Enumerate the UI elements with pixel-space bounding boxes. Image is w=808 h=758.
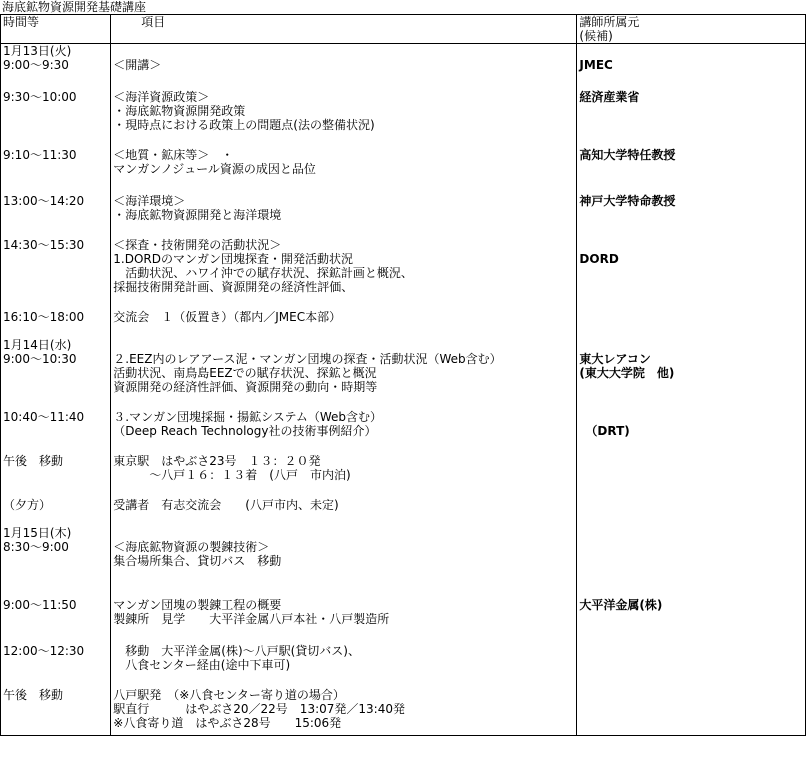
instructor-cell: JMEC	[577, 44, 806, 90]
time-cell: 1月14日(水) 9:00～10:30	[1, 338, 111, 410]
item-cell: 移動 大平洋金属(株)～八戸駅(貸切バス)、 八食センター経由(途中下車可)	[111, 644, 577, 688]
item-cell: マンガン団塊の製錬工程の概要 製錬所 見学 大平洋金属八戸本社・八戸製造所	[111, 598, 577, 644]
table-row	[1, 310, 806, 338]
header-time: 時間等	[1, 15, 111, 44]
instructor-cell: 神戸大学特命教授	[577, 194, 806, 238]
instructor-cell	[577, 454, 806, 498]
instructor-cell	[577, 688, 806, 736]
item-cell: 受講者 有志交流会 (八戸市内、未定)	[111, 498, 577, 526]
item-cell: ３.マンガン団塊採掘・揚鉱システム（Web含む） （Deep Reach Technology社の技術事例紹介）	[111, 410, 577, 454]
table-row	[1, 338, 806, 410]
instructor-cell	[577, 644, 806, 688]
table-row	[1, 194, 806, 238]
time-cell: （夕方）	[1, 498, 111, 526]
header-row	[1, 15, 806, 44]
item-cell: 八戸駅発 （※八食センター寄り道の場合） 駅直行 はやぶさ20／22号 13:07発／13:40発 ※八食寄り道 はやぶさ28号 15:06発	[111, 688, 577, 736]
time-cell: 12:00～12:30	[1, 644, 111, 688]
item-cell: ＜海底鉱物資源の製錬技術＞ 集合場所集合、貸切バス 移動	[111, 526, 577, 598]
table-row	[1, 238, 806, 310]
item-cell: ＜海洋環境＞ ・海底鉱物資源開発と海洋環境	[111, 194, 577, 238]
table-row	[1, 644, 806, 688]
time-cell: 9:10～11:30	[1, 148, 111, 194]
time-cell: 13:00～14:20	[1, 194, 111, 238]
item-cell: ＜開講＞	[111, 44, 577, 90]
schedule-table	[0, 14, 806, 736]
time-cell: 午後 移動	[1, 688, 111, 736]
time-cell: 9:30～10:00	[1, 90, 111, 148]
time-cell: 9:00～11:50	[1, 598, 111, 644]
table-row	[1, 454, 806, 498]
time-cell: 午後 移動	[1, 454, 111, 498]
item-cell: ２.EEZ内のレアアース泥・マンガン団塊の探査・活動状況（Web含む） 活動状況、南鳥島EEZでの賦存状況、探鉱と概況 資源開発の経済性評価、資源開発の動向・時期等	[111, 338, 577, 410]
page-title: 海底鉱物資源開発基礎講座	[2, 0, 147, 14]
time-cell: 1月13日(火) 9:00～9:30	[1, 44, 111, 90]
item-cell: 東京駅 はやぶさ23号 １３：２０発 ～八戸１６：１３着 (八戸 市内泊)	[111, 454, 577, 498]
table-row	[1, 526, 806, 598]
instructor-cell	[577, 310, 806, 338]
table-row	[1, 44, 806, 90]
table-row	[1, 598, 806, 644]
instructor-cell: 高知大学特任教授	[577, 148, 806, 194]
table-row	[1, 410, 806, 454]
instructor-cell: （DRT)	[577, 410, 806, 454]
header-instructor: 講師所属元 (候補)	[577, 15, 806, 44]
time-cell: 16:10～18:00	[1, 310, 111, 338]
table-row	[1, 498, 806, 526]
time-cell: 10:40～11:40	[1, 410, 111, 454]
instructor-cell	[577, 498, 806, 526]
item-cell: ＜探査・技術開発の活動状況＞ 1.DORDのマンガン団塊探査・開発活動状況 活動状況、ハワイ沖での賦存状況、探鉱計画と概況、 採掘技術開発計画、資源開発の経済性評価、	[111, 238, 577, 310]
table-row	[1, 90, 806, 148]
time-cell: 14:30～15:30	[1, 238, 111, 310]
instructor-cell	[577, 526, 806, 598]
instructor-cell: 東大レアコン (東大大学院 他)	[577, 338, 806, 410]
header-item: 項目	[111, 15, 577, 44]
instructor-cell: 大平洋金属(株)	[577, 598, 806, 644]
item-cell: 交流会 １（仮置き）（都内／JMEC本部）	[111, 310, 577, 338]
item-cell: ＜地質・鉱床等＞ ・ マンガンノジュール資源の成因と品位	[111, 148, 577, 194]
instructor-cell: 経済産業省	[577, 90, 806, 148]
table-row	[1, 688, 806, 736]
instructor-cell: DORD	[577, 238, 806, 310]
item-cell: ＜海洋資源政策＞ ・海底鉱物資源開発政策 ・現時点における政策上の問題点(法の整備状況)	[111, 90, 577, 148]
table-row	[1, 148, 806, 194]
time-cell: 1月15日(木) 8:30～9:00	[1, 526, 111, 598]
